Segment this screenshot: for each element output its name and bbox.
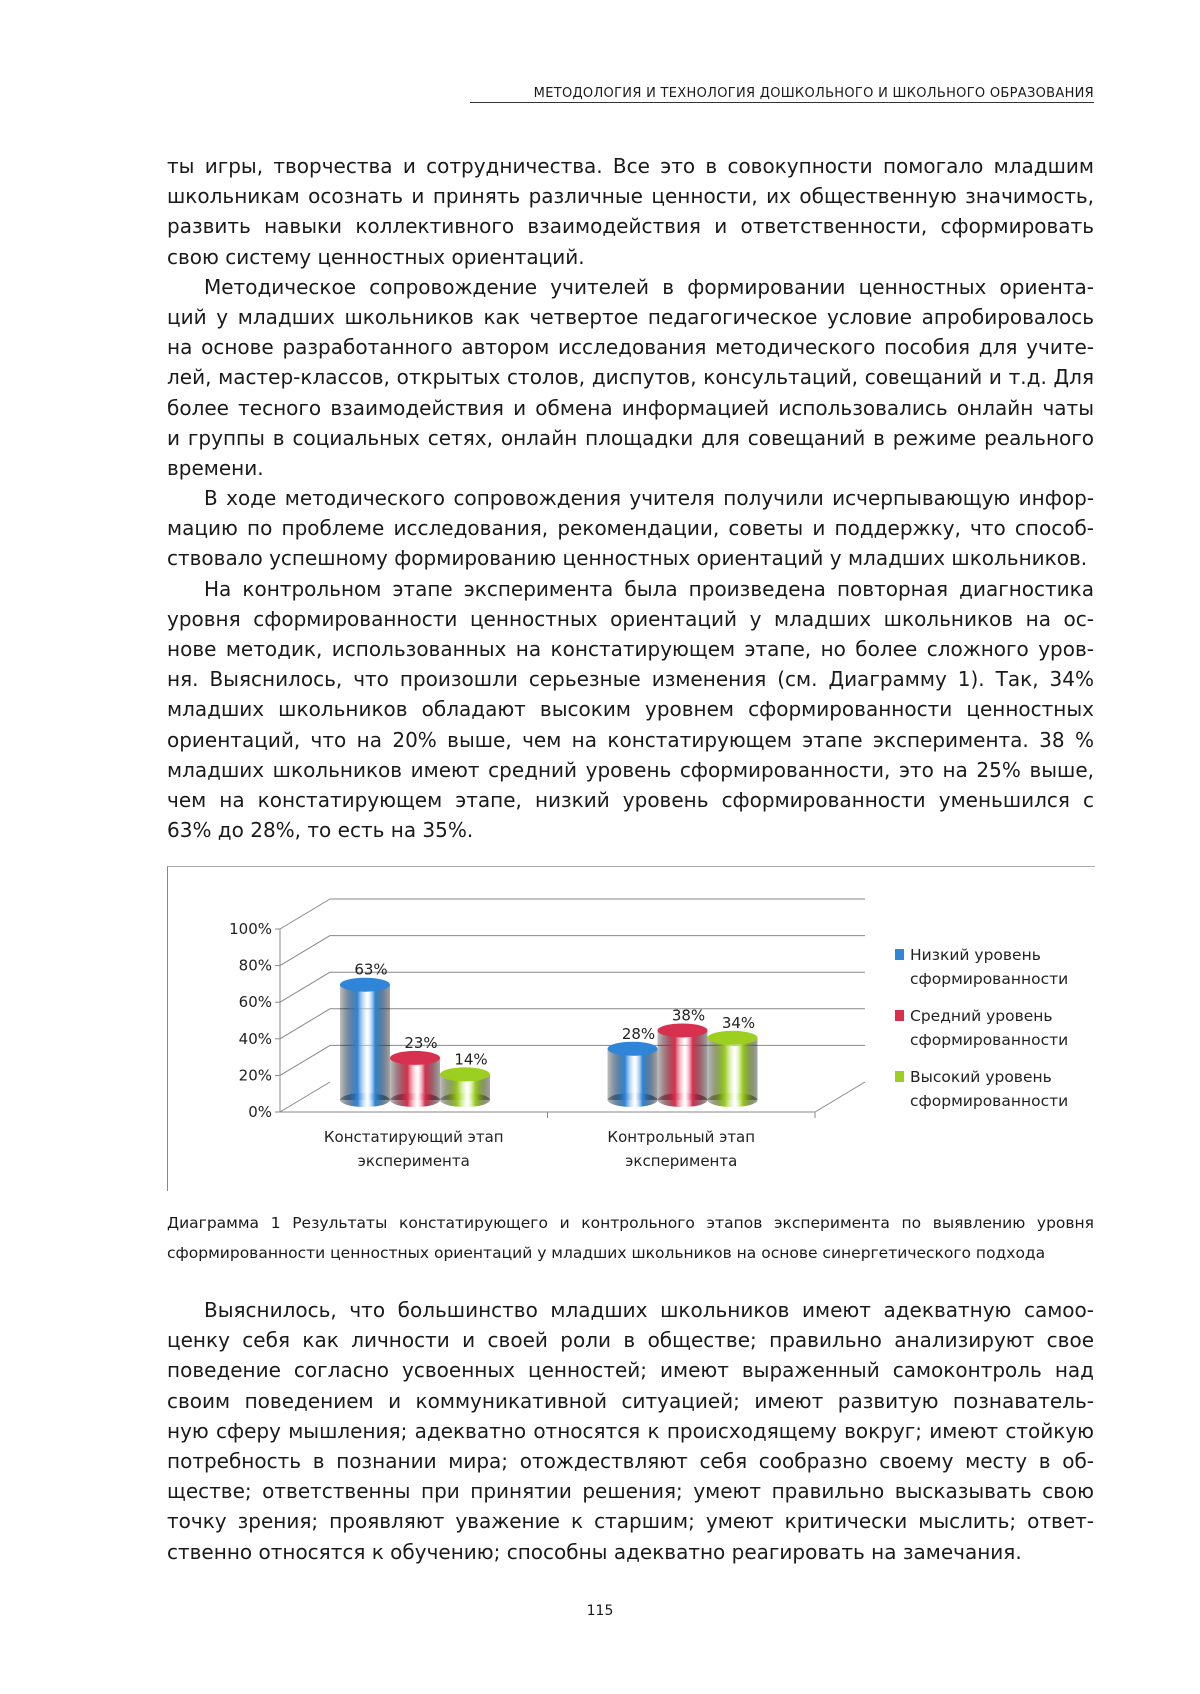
data-label: 23%: [404, 1033, 438, 1052]
text-line: лей, мастер-классов, открытых столов, диспутов, консультаций, совещаний и т.д. Для: [167, 365, 1094, 390]
text-line: на основе разработанного автором исследования методического пособия для учите-: [167, 335, 1094, 360]
text-line: времени.: [167, 455, 264, 480]
text-line: потребность в познании мира; отождествляют себя сообразно своему месту в об-: [167, 1448, 1094, 1473]
text-line: свою систему ценностных ориентаций.: [167, 244, 585, 269]
floor-edge: [815, 1082, 865, 1112]
text-line: развить навыки коллективного взаимодействия и ответственности, сформировать: [167, 214, 1094, 239]
figure-caption: [167, 1208, 1094, 1268]
bar-chart: [168, 867, 1095, 1191]
text-line: чем на констатирующем этапе, низкий уровень сформированности уменьшился с: [167, 787, 1094, 812]
legend-label: Высокий уровень сформированности: [910, 1068, 1069, 1110]
data-label: 28%: [621, 1024, 656, 1043]
bar-top: [440, 1067, 490, 1081]
text-line: мацию по проблеме исследования, рекомендации, советы и поддержку, что способ-: [167, 516, 1094, 541]
caption-line: Диаграмма 1 Результаты констатирующего и контрольного этапов эксперимента по выявлению уровня: [167, 1214, 1094, 1232]
bar: [658, 1030, 708, 1100]
text-line: В ходе методического сопровождения учителя получили исчерпывающую инфор-: [204, 486, 1094, 511]
bar-top: [708, 1031, 758, 1045]
y-tick-label: 60%: [238, 993, 272, 1012]
text-line: ций у младших школьников как четвертое педагогическое условие апробировалось: [167, 304, 1094, 329]
bar: [608, 1049, 658, 1100]
text-line: ществе; ответственны при принятии решения; умеют правильно высказывать свою: [167, 1479, 1094, 1504]
bar-top: [340, 978, 390, 992]
text-line: уровня сформированности ценностных ориентаций у младших школьников на ос-: [167, 606, 1094, 631]
body-text-bottom: [167, 1295, 1094, 1567]
text-line: На контрольном этапе эксперимента была произведена повторная диагностика: [204, 576, 1094, 601]
text-line: ствовало успешному формированию ценностных ориентаций у младших школьников.: [167, 546, 1088, 571]
text-line: более тесного взаимодействия и обмена информацией использовались онлайн чаты: [167, 395, 1094, 420]
bar-base: [658, 1093, 708, 1107]
text-line: Методическое сопровождение учителей в формировании ценностных ориента-: [204, 274, 1094, 299]
gridline-side: [280, 936, 330, 966]
bar-top: [658, 1023, 708, 1037]
text-line: 63% до 28%, то есть на 35%.: [167, 818, 474, 843]
bar-base: [340, 1093, 390, 1107]
x-tick-label: Контрольный этап эксперимента: [607, 1128, 756, 1170]
text-line: своим поведением и коммуникативной ситуацией; имеют развитую познаватель-: [167, 1388, 1094, 1413]
text-line: ориентаций, что на 20% выше, чем на констатирующем этапе эксперимента. 38 %: [167, 727, 1094, 752]
y-tick-label: 80%: [238, 956, 272, 975]
bar-top: [608, 1042, 658, 1056]
gridline-side: [280, 1009, 330, 1039]
text-line: ты игры, творчества и сотрудничества. Все это в совокупности помогало младшим: [167, 154, 1094, 178]
gridline-side: [280, 899, 330, 929]
gridline-side: [280, 972, 330, 1002]
legend-label: Низкий уровень сформированности: [910, 946, 1069, 988]
legend-swatch: [895, 949, 904, 960]
running-header: МЕТОДОЛОГИЯ И ТЕХНОЛОГИЯ ДОШКОЛЬНОГО И ШКОЛЬНОГО ОБРАЗОВАНИЯ: [470, 86, 1094, 103]
legend-label: Средний уровень сформированности: [910, 1007, 1069, 1049]
bar-base: [390, 1093, 440, 1107]
bar: [708, 1038, 758, 1100]
text-line: ценку себя как личности и своей роли в обществе; правильно анализируют свое: [167, 1328, 1094, 1353]
text-line: нове методик, использованных на констатирующем этапе, но более сложного уров-: [167, 637, 1094, 661]
bar-top: [390, 1051, 440, 1065]
text-line: ственно относятся к обучению; способны адекватно реагировать на замечания.: [167, 1539, 1022, 1564]
x-tick-label: Констатирующий этап эксперимента: [323, 1128, 504, 1170]
data-label: 63%: [354, 960, 388, 979]
data-label: 14%: [454, 1050, 488, 1069]
legend-swatch: [895, 1071, 904, 1082]
bar: [340, 985, 390, 1100]
text-line: точку зрения; проявляют уважение к старшим; умеют критически мыслить; ответ-: [167, 1509, 1094, 1534]
gridline-side: [280, 1045, 330, 1075]
text-line: ную сферу мышления; адекватно относятся к происходящему вокруг; имеют стойкую: [167, 1418, 1094, 1443]
bar-base: [608, 1093, 658, 1107]
y-tick-label: 40%: [238, 1029, 272, 1048]
text-line: ня. Выяснилось, что произошли серьезные изменения (см. Диаграмму 1). Так, 34%: [167, 667, 1094, 692]
y-tick-label: 20%: [238, 1066, 272, 1085]
text-line: младших школьников обладают высоким уровнем сформированности ценностных: [167, 697, 1094, 722]
text-line: младших школьников имеют средний уровень сформированности, это на 25% выше,: [167, 757, 1094, 782]
legend-swatch: [895, 1010, 904, 1021]
body-text-top: [167, 151, 1094, 845]
y-tick-label: 100%: [229, 920, 272, 938]
text-line: школьникам осознать и принять различные ценности, их общественную значимость,: [167, 184, 1094, 209]
data-label: 34%: [721, 1013, 756, 1032]
bar-base: [708, 1093, 758, 1107]
data-label: 38%: [671, 1006, 706, 1025]
gridline-side: [280, 1082, 330, 1112]
bar-base: [440, 1093, 490, 1107]
caption-line: сформированности ценностных ориентаций у младших школьников на основе синергетического подхода: [167, 1244, 1046, 1262]
y-tick-label: 0%: [248, 1103, 272, 1121]
page-number: 115: [586, 1603, 614, 1619]
text-line: и группы в социальных сетях, онлайн площадки для совещаний в режиме реального: [167, 425, 1094, 450]
text-line: Выяснилось, что большинство младших школьников имеют адекватную самоо-: [204, 1298, 1094, 1322]
chart-frame: [167, 866, 1095, 1191]
text-line: поведение согласно усвоенных ценностей; имеют выраженный самоконтроль над: [167, 1358, 1094, 1383]
